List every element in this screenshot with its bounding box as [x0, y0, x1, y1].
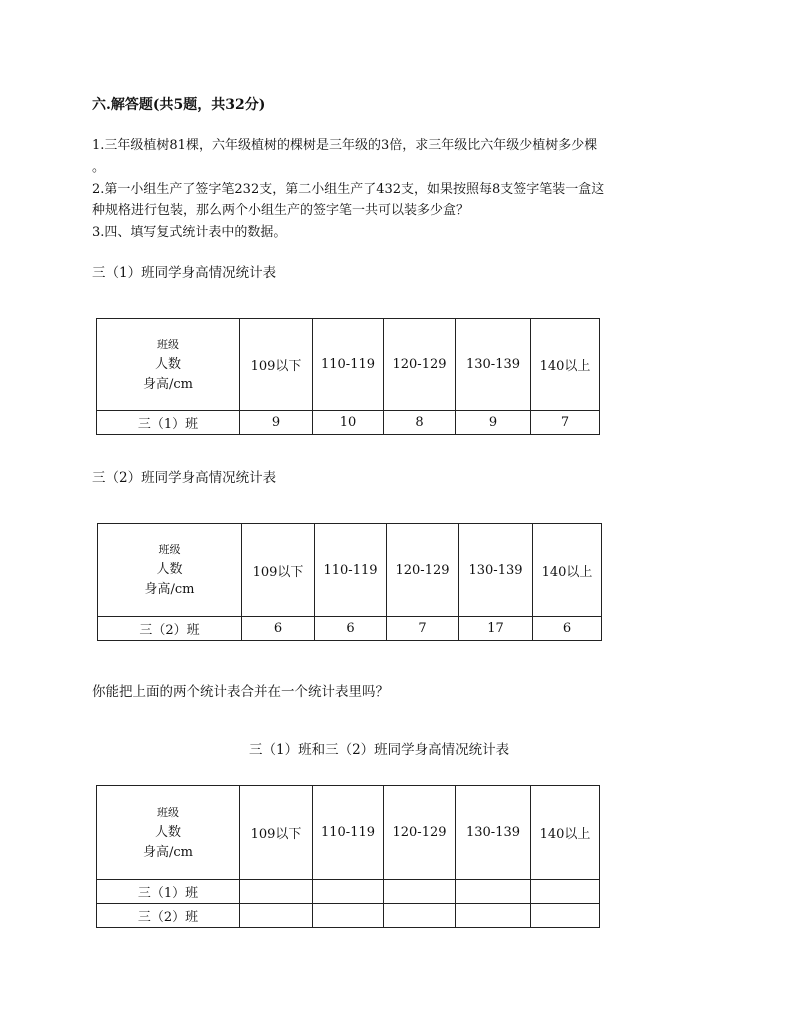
blank-cell	[531, 880, 600, 904]
row-label: 三（2）班	[98, 617, 242, 641]
header-height-label: 身高/cm	[144, 582, 195, 597]
blank-cell	[384, 904, 456, 928]
column-header: 130-139	[456, 319, 531, 411]
blank-cell	[240, 904, 313, 928]
table-cell: 10	[313, 411, 384, 435]
header-class-label: 班级	[157, 337, 179, 351]
header-class-label: 班级	[158, 543, 181, 556]
table-row	[97, 904, 600, 928]
header-height-label: 身高/cm	[143, 376, 193, 392]
table-cell: 9	[456, 411, 531, 435]
question-2-line-1: 2.第一小组生产了签字笔232支，第二小组生产了432支，如果按照每8支签字笔装一盒这	[92, 182, 605, 197]
blank-cell	[313, 880, 384, 904]
row-label: 三（2）班	[97, 904, 240, 928]
table3-caption: 三（1）班和三（2）班同学身高情况统计表	[249, 742, 510, 758]
blank-cell	[456, 880, 531, 904]
header-count-label: 人数	[154, 824, 181, 840]
table-row	[97, 411, 600, 435]
column-header: 109以下	[240, 786, 313, 880]
row-label: 三（1）班	[97, 411, 240, 435]
table-row	[98, 617, 602, 641]
table2-caption: 三（2）班同学身高情况统计表	[92, 470, 277, 486]
table-header-row	[97, 786, 600, 880]
header-diagonal-cell	[97, 319, 240, 411]
header-height-label: 身高/cm	[143, 844, 193, 860]
table-cell: 7	[531, 411, 600, 435]
blank-cell	[240, 880, 313, 904]
column-header: 109以下	[240, 319, 313, 411]
header-count-label: 人数	[154, 356, 181, 372]
header-count-label: 人数	[156, 562, 183, 577]
column-header: 110-119	[313, 319, 384, 411]
blank-cell	[384, 880, 456, 904]
column-header: 130-139	[459, 524, 533, 617]
column-header: 140以上	[531, 319, 600, 411]
section-title: 六.解答题(共5题，共32分)	[92, 97, 266, 113]
table-cell: 8	[384, 411, 456, 435]
height-table-combined	[96, 785, 600, 928]
question-1-line-1: 1.三年级植树81棵，六年级植树的棵树是三年级的3倍，求三年级比六年级少植树多少棵	[92, 138, 598, 153]
table-row	[97, 880, 600, 904]
blank-cell	[456, 904, 531, 928]
merge-question: 你能把上面的两个统计表合并在一个统计表里吗？	[92, 684, 389, 700]
column-header: 110-119	[315, 524, 387, 617]
column-header: 120-129	[384, 319, 456, 411]
question-1-line-2: 。	[92, 160, 106, 175]
table-cell: 9	[240, 411, 313, 435]
column-header: 109以下	[242, 524, 315, 617]
column-header: 120-129	[384, 786, 456, 880]
column-header: 140以上	[531, 786, 600, 880]
question-3: 3.四、填写复式统计表中的数据。	[92, 225, 287, 240]
column-header: 130-139	[456, 786, 531, 880]
table1-caption: 三（1）班同学身高情况统计表	[92, 265, 277, 281]
height-table-class-1	[96, 318, 600, 435]
blank-cell	[531, 904, 600, 928]
question-2-line-2: 种规格进行包装，那么两个小组生产的签字笔一共可以装多少盒？	[92, 203, 470, 218]
table-header-row	[98, 524, 602, 617]
header-class-label: 班级	[157, 805, 179, 819]
table-cell: 6	[242, 617, 315, 641]
table-cell: 17	[459, 617, 533, 641]
table-header-row	[97, 319, 600, 411]
height-table-class-2	[97, 523, 602, 641]
row-label: 三（1）班	[97, 880, 240, 904]
table-cell: 6	[533, 617, 602, 641]
column-header: 120-129	[387, 524, 459, 617]
table-cell: 6	[315, 617, 387, 641]
blank-cell	[313, 904, 384, 928]
table-cell: 7	[387, 617, 459, 641]
column-header: 110-119	[313, 786, 384, 880]
header-diagonal-cell	[97, 786, 240, 880]
header-diagonal-cell	[98, 524, 242, 617]
column-header: 140以上	[533, 524, 602, 617]
